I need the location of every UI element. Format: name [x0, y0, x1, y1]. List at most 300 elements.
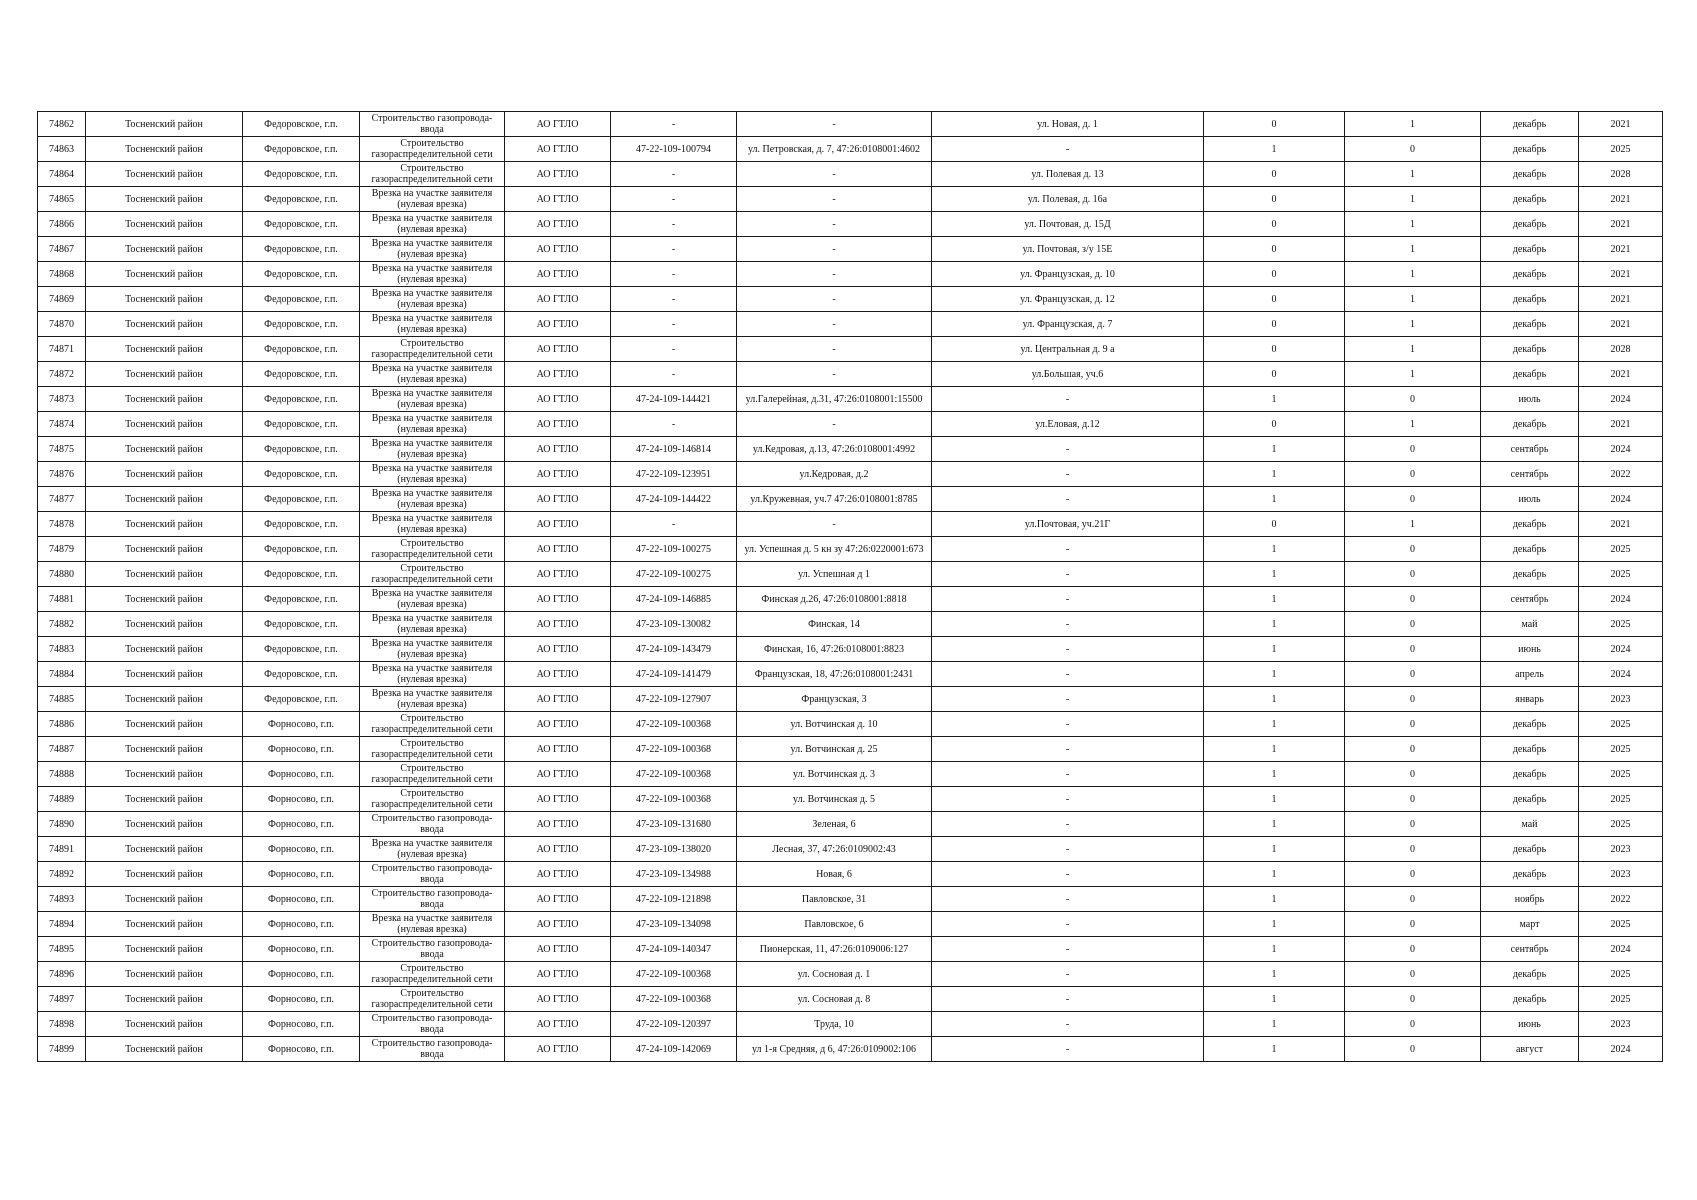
cell-settlement: Форносово, г.п.: [243, 862, 360, 887]
table-row: [38, 587, 1663, 612]
cell-id: 74890: [38, 812, 86, 837]
table-row: [38, 262, 1663, 287]
cell-year: 2021: [1579, 287, 1663, 312]
cell-district: Тосненский район: [86, 287, 243, 312]
cell-year: 2025: [1579, 962, 1663, 987]
table-row: [38, 412, 1663, 437]
cell-settlement: Федоровское, г.п.: [243, 487, 360, 512]
cell-year: 2025: [1579, 612, 1663, 637]
table-row: [38, 437, 1663, 462]
cell-id: 74880: [38, 562, 86, 587]
cell-district: Тосненский район: [86, 537, 243, 562]
cell-count-2: 0: [1345, 1012, 1481, 1037]
cell-settlement: Федоровское, г.п.: [243, 412, 360, 437]
cell-count-2: 1: [1345, 112, 1481, 137]
table-row: [38, 512, 1663, 537]
cell-contract-number: 47-24-109-140347: [611, 937, 737, 962]
cell-month: сентябрь: [1481, 462, 1579, 487]
cell-planned-address: -: [932, 487, 1204, 512]
cell-contract-number: -: [611, 237, 737, 262]
cell-planned-address: -: [932, 537, 1204, 562]
cell-id: 74863: [38, 137, 86, 162]
cell-organization: АО ГТЛО: [505, 287, 611, 312]
cell-month: декабрь: [1481, 112, 1579, 137]
cell-count-1: 0: [1204, 412, 1345, 437]
cell-contract-number: 47-22-109-100368: [611, 987, 737, 1012]
cell-settlement: Федоровское, г.п.: [243, 112, 360, 137]
cell-contract-number: 47-24-109-146885: [611, 587, 737, 612]
cell-contract-number: 47-22-109-100368: [611, 737, 737, 762]
cell-organization: АО ГТЛО: [505, 687, 611, 712]
cell-organization: АО ГТЛО: [505, 437, 611, 462]
cell-contract-number: 47-22-109-100368: [611, 712, 737, 737]
cell-work-type: Врезка на участке заявителя (нулевая врезка): [360, 637, 505, 662]
table-row: [38, 887, 1663, 912]
cell-contract-number: -: [611, 512, 737, 537]
cell-count-1: 0: [1204, 237, 1345, 262]
cell-planned-address: ул. Полевая д. 13: [932, 162, 1204, 187]
cell-district: Тосненский район: [86, 162, 243, 187]
cell-work-type: Врезка на участке заявителя (нулевая врезка): [360, 212, 505, 237]
cell-work-type: Врезка на участке заявителя (нулевая врезка): [360, 262, 505, 287]
cell-object-address: ул. Успешная д. 5 кн зу 47:26:0220001:673: [737, 537, 932, 562]
cell-planned-address: -: [932, 862, 1204, 887]
cell-count-1: 1: [1204, 687, 1345, 712]
cell-contract-number: -: [611, 112, 737, 137]
cell-count-2: 0: [1345, 487, 1481, 512]
cell-planned-address: -: [932, 587, 1204, 612]
cell-count-2: 0: [1345, 987, 1481, 1012]
cell-year: 2021: [1579, 112, 1663, 137]
cell-count-2: 1: [1345, 187, 1481, 212]
table-row: [38, 137, 1663, 162]
table-row: [38, 1037, 1663, 1062]
table-row: [38, 562, 1663, 587]
cell-work-type: Врезка на участке заявителя (нулевая врезка): [360, 412, 505, 437]
cell-organization: АО ГТЛО: [505, 562, 611, 587]
cell-planned-address: ул.Почтовая, уч.21Г: [932, 512, 1204, 537]
cell-id: 74864: [38, 162, 86, 187]
cell-object-address: ул 1-я Средняя, д 6, 47:26:0109002:106: [737, 1037, 932, 1062]
cell-count-1: 1: [1204, 1037, 1345, 1062]
cell-settlement: Федоровское, г.п.: [243, 137, 360, 162]
cell-id: 74897: [38, 987, 86, 1012]
cell-planned-address: -: [932, 462, 1204, 487]
cell-settlement: Федоровское, г.п.: [243, 512, 360, 537]
cell-work-type: Строительство газораспределительной сети: [360, 137, 505, 162]
cell-count-1: 0: [1204, 337, 1345, 362]
cell-planned-address: ул. Французская, д. 12: [932, 287, 1204, 312]
cell-count-1: 1: [1204, 762, 1345, 787]
cell-work-type: Строительство газораспределительной сети: [360, 562, 505, 587]
cell-year: 2028: [1579, 337, 1663, 362]
cell-id: 74872: [38, 362, 86, 387]
cell-object-address: Финская, 14: [737, 612, 932, 637]
cell-year: 2025: [1579, 137, 1663, 162]
cell-planned-address: -: [932, 887, 1204, 912]
cell-year: 2024: [1579, 487, 1663, 512]
cell-id: 74879: [38, 537, 86, 562]
cell-month: август: [1481, 1037, 1579, 1062]
cell-id: 74874: [38, 412, 86, 437]
cell-count-1: 0: [1204, 212, 1345, 237]
cell-object-address: -: [737, 262, 932, 287]
cell-year: 2021: [1579, 412, 1663, 437]
table-row: [38, 162, 1663, 187]
cell-count-2: 0: [1345, 637, 1481, 662]
cell-district: Тосненский район: [86, 437, 243, 462]
cell-object-address: ул. Успешная д 1: [737, 562, 932, 587]
cell-settlement: Форносово, г.п.: [243, 937, 360, 962]
cell-planned-address: ул. Новая, д. 1: [932, 112, 1204, 137]
cell-id: 74895: [38, 937, 86, 962]
cell-district: Тосненский район: [86, 887, 243, 912]
cell-year: 2025: [1579, 912, 1663, 937]
cell-month: декабрь: [1481, 737, 1579, 762]
cell-id: 74892: [38, 862, 86, 887]
cell-work-type: Врезка на участке заявителя (нулевая врезка): [360, 312, 505, 337]
cell-district: Тосненский район: [86, 387, 243, 412]
cell-object-address: Французская, 3: [737, 687, 932, 712]
cell-contract-number: -: [611, 212, 737, 237]
cell-id: 74862: [38, 112, 86, 137]
cell-settlement: Федоровское, г.п.: [243, 237, 360, 262]
cell-object-address: Финская, 16, 47:26:0108001:8823: [737, 637, 932, 662]
cell-month: июнь: [1481, 637, 1579, 662]
cell-count-2: 0: [1345, 837, 1481, 862]
cell-planned-address: ул. Центральная д. 9 а: [932, 337, 1204, 362]
cell-settlement: Федоровское, г.п.: [243, 462, 360, 487]
cell-object-address: Французская, 18, 47:26:0108001:2431: [737, 662, 932, 687]
cell-district: Тосненский район: [86, 1012, 243, 1037]
cell-contract-number: -: [611, 262, 737, 287]
cell-planned-address: -: [932, 562, 1204, 587]
cell-organization: АО ГТЛО: [505, 312, 611, 337]
cell-month: декабрь: [1481, 187, 1579, 212]
cell-count-2: 0: [1345, 562, 1481, 587]
cell-settlement: Форносово, г.п.: [243, 962, 360, 987]
cell-planned-address: -: [932, 912, 1204, 937]
cell-contract-number: 47-24-109-144422: [611, 487, 737, 512]
cell-district: Тосненский район: [86, 262, 243, 287]
cell-work-type: Врезка на участке заявителя (нулевая врезка): [360, 687, 505, 712]
cell-object-address: ул. Петровская, д. 7, 47:26:0108001:4602: [737, 137, 932, 162]
cell-organization: АО ГТЛО: [505, 1037, 611, 1062]
cell-count-2: 0: [1345, 787, 1481, 812]
cell-organization: АО ГТЛО: [505, 137, 611, 162]
cell-id: 74873: [38, 387, 86, 412]
cell-organization: АО ГТЛО: [505, 862, 611, 887]
cell-settlement: Форносово, г.п.: [243, 737, 360, 762]
cell-year: 2024: [1579, 437, 1663, 462]
cell-contract-number: -: [611, 337, 737, 362]
cell-count-2: 0: [1345, 737, 1481, 762]
cell-year: 2023: [1579, 837, 1663, 862]
cell-month: декабрь: [1481, 312, 1579, 337]
cell-count-1: 1: [1204, 837, 1345, 862]
cell-settlement: Федоровское, г.п.: [243, 337, 360, 362]
cell-id: 74868: [38, 262, 86, 287]
cell-work-type: Строительство газопровода-ввода: [360, 887, 505, 912]
cell-year: 2021: [1579, 237, 1663, 262]
table-row: [38, 612, 1663, 637]
cell-count-1: 1: [1204, 562, 1345, 587]
cell-planned-address: ул.Еловая, д.12: [932, 412, 1204, 437]
cell-district: Тосненский район: [86, 962, 243, 987]
cell-planned-address: -: [932, 137, 1204, 162]
cell-month: декабрь: [1481, 837, 1579, 862]
cell-object-address: Лесная, 37, 47:26:0109002:43: [737, 837, 932, 862]
table-row: [38, 812, 1663, 837]
cell-organization: АО ГТЛО: [505, 412, 611, 437]
table-row: [38, 112, 1663, 137]
cell-year: 2021: [1579, 187, 1663, 212]
cell-work-type: Врезка на участке заявителя (нулевая врезка): [360, 237, 505, 262]
cell-settlement: Форносово, г.п.: [243, 812, 360, 837]
cell-year: 2022: [1579, 887, 1663, 912]
cell-settlement: Федоровское, г.п.: [243, 262, 360, 287]
cell-district: Тосненский район: [86, 837, 243, 862]
cell-work-type: Строительство газораспределительной сети: [360, 337, 505, 362]
cell-planned-address: -: [932, 637, 1204, 662]
cell-organization: АО ГТЛО: [505, 262, 611, 287]
cell-planned-address: -: [932, 437, 1204, 462]
cell-planned-address: -: [932, 612, 1204, 637]
cell-organization: АО ГТЛО: [505, 212, 611, 237]
cell-id: 74887: [38, 737, 86, 762]
cell-district: Тосненский район: [86, 912, 243, 937]
cell-settlement: Федоровское, г.п.: [243, 387, 360, 412]
cell-work-type: Врезка на участке заявителя (нулевая врезка): [360, 287, 505, 312]
cell-count-2: 0: [1345, 912, 1481, 937]
cell-contract-number: -: [611, 187, 737, 212]
cell-contract-number: 47-23-109-134098: [611, 912, 737, 937]
cell-count-1: 1: [1204, 862, 1345, 887]
cell-object-address: ул. Вотчинская д. 10: [737, 712, 932, 737]
cell-count-1: 1: [1204, 662, 1345, 687]
cell-month: декабрь: [1481, 212, 1579, 237]
cell-planned-address: -: [932, 1037, 1204, 1062]
cell-work-type: Строительство газопровода-ввода: [360, 1012, 505, 1037]
cell-id: 74871: [38, 337, 86, 362]
table-row: [38, 787, 1663, 812]
cell-contract-number: 47-23-109-130082: [611, 612, 737, 637]
cell-work-type: Строительство газораспределительной сети: [360, 162, 505, 187]
cell-settlement: Форносово, г.п.: [243, 837, 360, 862]
cell-district: Тосненский район: [86, 987, 243, 1012]
cell-id: 74894: [38, 912, 86, 937]
table-row: [38, 837, 1663, 862]
cell-count-2: 1: [1345, 362, 1481, 387]
cell-organization: АО ГТЛО: [505, 537, 611, 562]
cell-object-address: -: [737, 237, 932, 262]
cell-object-address: ул. Сосновая д. 8: [737, 987, 932, 1012]
cell-planned-address: -: [932, 387, 1204, 412]
cell-settlement: Форносово, г.п.: [243, 987, 360, 1012]
cell-organization: АО ГТЛО: [505, 762, 611, 787]
cell-id: 74889: [38, 787, 86, 812]
cell-id: 74867: [38, 237, 86, 262]
cell-year: 2021: [1579, 312, 1663, 337]
cell-month: май: [1481, 612, 1579, 637]
cell-settlement: Федоровское, г.п.: [243, 537, 360, 562]
cell-settlement: Федоровское, г.п.: [243, 587, 360, 612]
cell-organization: АО ГТЛО: [505, 237, 611, 262]
cell-work-type: Строительство газораспределительной сети: [360, 987, 505, 1012]
cell-settlement: Федоровское, г.п.: [243, 437, 360, 462]
table-row: [38, 737, 1663, 762]
cell-settlement: Форносово, г.п.: [243, 912, 360, 937]
cell-count-1: 1: [1204, 712, 1345, 737]
table-row: [38, 862, 1663, 887]
cell-object-address: Зеленая, 6: [737, 812, 932, 837]
cell-id: 74881: [38, 587, 86, 612]
cell-work-type: Врезка на участке заявителя (нулевая врезка): [360, 512, 505, 537]
cell-contract-number: -: [611, 362, 737, 387]
cell-count-2: 0: [1345, 862, 1481, 887]
cell-count-2: 1: [1345, 212, 1481, 237]
cell-planned-address: ул. Почтовая, д. 15Д: [932, 212, 1204, 237]
cell-district: Тосненский район: [86, 812, 243, 837]
cell-district: Тосненский район: [86, 687, 243, 712]
cell-organization: АО ГТЛО: [505, 512, 611, 537]
cell-district: Тосненский район: [86, 412, 243, 437]
cell-object-address: ул. Сосновая д. 1: [737, 962, 932, 987]
cell-organization: АО ГТЛО: [505, 462, 611, 487]
table-row: [38, 962, 1663, 987]
cell-work-type: Строительство газораспределительной сети: [360, 787, 505, 812]
cell-work-type: Строительство газопровода-ввода: [360, 112, 505, 137]
cell-year: 2021: [1579, 262, 1663, 287]
cell-work-type: Строительство газораспределительной сети: [360, 762, 505, 787]
cell-planned-address: -: [932, 837, 1204, 862]
cell-id: 74893: [38, 887, 86, 912]
cell-settlement: Федоровское, г.п.: [243, 612, 360, 637]
cell-settlement: Форносово, г.п.: [243, 1037, 360, 1062]
cell-contract-number: 47-22-109-100275: [611, 537, 737, 562]
cell-count-1: 1: [1204, 887, 1345, 912]
cell-organization: АО ГТЛО: [505, 637, 611, 662]
cell-object-address: Павловское, 6: [737, 912, 932, 937]
cell-count-2: 0: [1345, 762, 1481, 787]
cell-district: Тосненский район: [86, 762, 243, 787]
cell-settlement: Федоровское, г.п.: [243, 312, 360, 337]
cell-object-address: Финская д.26, 47:26:0108001:8818: [737, 587, 932, 612]
cell-id: 74870: [38, 312, 86, 337]
cell-month: декабрь: [1481, 412, 1579, 437]
cell-contract-number: -: [611, 412, 737, 437]
cell-planned-address: ул. Почтовая, з/у 15Е: [932, 237, 1204, 262]
cell-count-1: 1: [1204, 1012, 1345, 1037]
cell-count-1: 1: [1204, 812, 1345, 837]
cell-count-2: 1: [1345, 237, 1481, 262]
cell-id: 74888: [38, 762, 86, 787]
cell-organization: АО ГТЛО: [505, 162, 611, 187]
cell-contract-number: 47-22-109-127907: [611, 687, 737, 712]
cell-month: декабрь: [1481, 762, 1579, 787]
table-row: [38, 912, 1663, 937]
cell-count-2: 0: [1345, 812, 1481, 837]
table-row: [38, 712, 1663, 737]
cell-object-address: -: [737, 187, 932, 212]
cell-count-1: 0: [1204, 512, 1345, 537]
cell-settlement: Федоровское, г.п.: [243, 662, 360, 687]
cell-count-2: 0: [1345, 612, 1481, 637]
cell-month: сентябрь: [1481, 587, 1579, 612]
cell-month: декабрь: [1481, 337, 1579, 362]
cell-planned-address: ул. Полевая, д. 16а: [932, 187, 1204, 212]
cell-month: сентябрь: [1481, 437, 1579, 462]
cell-year: 2021: [1579, 512, 1663, 537]
cell-organization: АО ГТЛО: [505, 912, 611, 937]
cell-month: декабрь: [1481, 787, 1579, 812]
cell-contract-number: 47-23-109-134988: [611, 862, 737, 887]
cell-year: 2021: [1579, 212, 1663, 237]
cell-object-address: -: [737, 362, 932, 387]
cell-planned-address: -: [932, 812, 1204, 837]
cell-settlement: Форносово, г.п.: [243, 712, 360, 737]
table-row: [38, 462, 1663, 487]
cell-settlement: Форносово, г.п.: [243, 762, 360, 787]
cell-year: 2022: [1579, 462, 1663, 487]
cell-district: Тосненский район: [86, 487, 243, 512]
cell-month: июль: [1481, 487, 1579, 512]
cell-planned-address: -: [932, 937, 1204, 962]
cell-organization: АО ГТЛО: [505, 487, 611, 512]
cell-organization: АО ГТЛО: [505, 112, 611, 137]
cell-object-address: -: [737, 162, 932, 187]
cell-id: 74882: [38, 612, 86, 637]
cell-object-address: -: [737, 287, 932, 312]
cell-district: Тосненский район: [86, 937, 243, 962]
cell-district: Тосненский район: [86, 462, 243, 487]
cell-settlement: Федоровское, г.п.: [243, 287, 360, 312]
cell-count-2: 1: [1345, 287, 1481, 312]
cell-organization: АО ГТЛО: [505, 1012, 611, 1037]
cell-district: Тосненский район: [86, 737, 243, 762]
cell-work-type: Врезка на участке заявителя (нулевая врезка): [360, 587, 505, 612]
cell-organization: АО ГТЛО: [505, 962, 611, 987]
cell-work-type: Строительство газопровода-ввода: [360, 1037, 505, 1062]
cell-work-type: Врезка на участке заявителя (нулевая врезка): [360, 437, 505, 462]
cell-year: 2023: [1579, 862, 1663, 887]
cell-id: 74884: [38, 662, 86, 687]
cell-organization: АО ГТЛО: [505, 937, 611, 962]
cell-count-2: 0: [1345, 937, 1481, 962]
cell-id: 74878: [38, 512, 86, 537]
cell-object-address: ул. Вотчинская д. 5: [737, 787, 932, 812]
cell-id: 74866: [38, 212, 86, 237]
cell-contract-number: 47-22-109-120397: [611, 1012, 737, 1037]
table-row: [38, 987, 1663, 1012]
cell-year: 2025: [1579, 787, 1663, 812]
table-row: [38, 287, 1663, 312]
cell-month: декабрь: [1481, 537, 1579, 562]
cell-planned-address: -: [932, 737, 1204, 762]
cell-organization: АО ГТЛО: [505, 812, 611, 837]
cell-district: Тосненский район: [86, 612, 243, 637]
table-row: [38, 537, 1663, 562]
cell-planned-address: -: [932, 687, 1204, 712]
cell-month: декабрь: [1481, 987, 1579, 1012]
cell-contract-number: 47-22-109-100794: [611, 137, 737, 162]
cell-count-2: 0: [1345, 962, 1481, 987]
cell-count-1: 1: [1204, 137, 1345, 162]
cell-month: декабрь: [1481, 562, 1579, 587]
cell-planned-address: -: [932, 712, 1204, 737]
cell-count-1: 0: [1204, 112, 1345, 137]
cell-object-address: -: [737, 337, 932, 362]
